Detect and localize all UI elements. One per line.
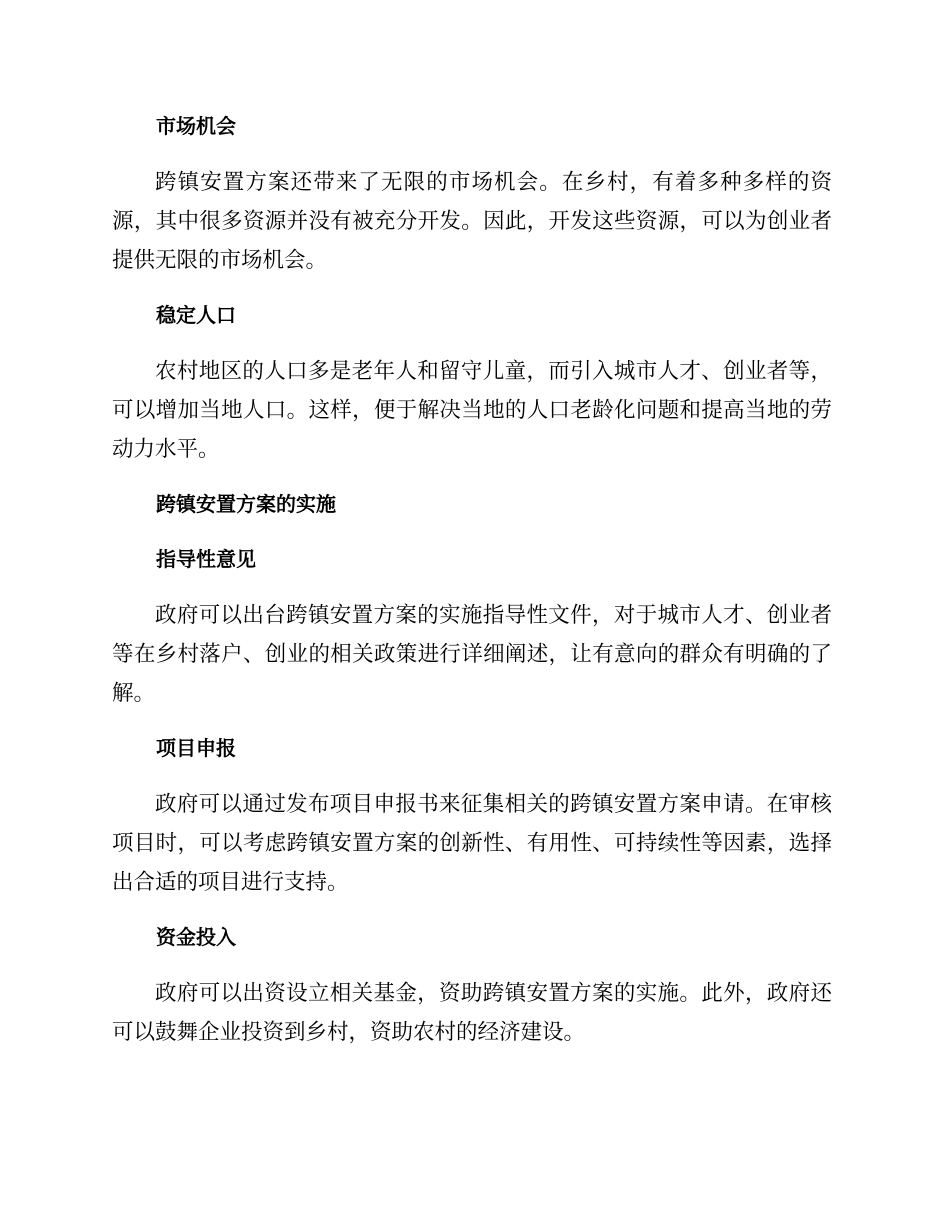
document-page	[112, 108, 832, 1052]
section-body-funding: 政府可以出资设立相关基金，资助跨镇安置方案的实施。此外，政府还可以鼓舞企业投资到乡村，资助农村的经济建设。	[112, 981, 832, 1045]
section-heading-funding: 资金投入	[156, 925, 236, 949]
section-heading-stable-population: 稳定人口	[156, 303, 236, 327]
section-heading-implementation: 跨镇安置方案的实施	[156, 492, 336, 516]
section-body-stable-population: 农村地区的人口多是老年人和留守儿童，而引入城市人才、创业者等，可以增加当地人口。这样，便于解决当地的人口老龄化问题和提高当地的劳动力水平。	[112, 359, 832, 462]
section-heading-project-application: 项目申报	[156, 736, 236, 760]
section-heading-market-opportunity: 市场机会	[156, 114, 236, 138]
section-body-market-opportunity: 跨镇安置方案还带来了无限的市场机会。在乡村，有着多种多样的资源，其中很多资源并没有被充分开发。因此，开发这些资源，可以为创业者提供无限的市场机会。	[112, 170, 832, 273]
section-body-guidance: 政府可以出台跨镇安置方案的实施指导性文件，对于城市人才、创业者等在乡村落户、创业的相关政策进行详细阐述，让有意向的群众有明确的了解。	[112, 603, 832, 706]
section-heading-guidance: 指导性意见	[156, 547, 256, 571]
section-body-project-application: 政府可以通过发布项目申报书来征集相关的跨镇安置方案申请。在审核项目时，可以考虑跨镇安置方案的创新性、有用性、可持续性等因素，选择出合适的项目进行支持。	[112, 792, 832, 895]
